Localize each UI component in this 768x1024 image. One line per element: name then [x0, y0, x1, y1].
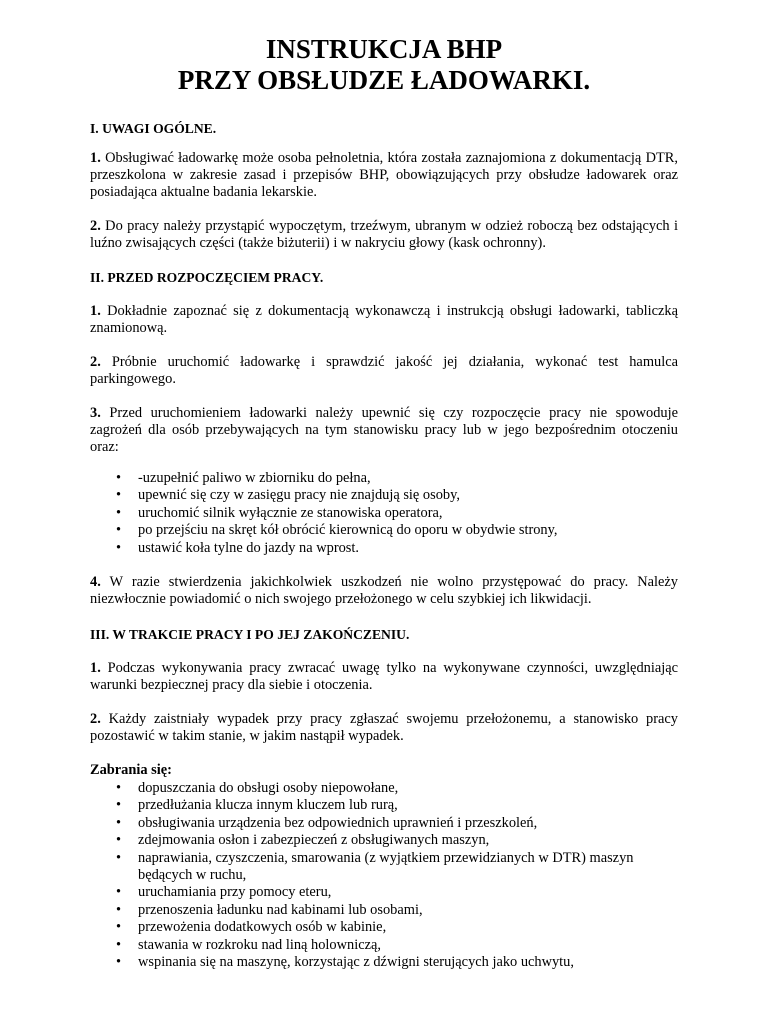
paragraph-number: 2. [90, 711, 101, 728]
bullet-icon: • [116, 954, 122, 971]
prohibitions-heading: Zabrania się: [90, 762, 172, 779]
bullet-icon: • [116, 849, 122, 866]
list-item: • dopuszczania do obsługi osoby niepowołane, [116, 780, 399, 797]
during-work-paragraph-2 [90, 711, 678, 745]
bullet-icon: • [116, 884, 122, 901]
list-item: • naprawiania, czyszczenia, smarowania (z wyjątkiem przewidzianych w DTR) maszyn będących w ruchu, [116, 849, 634, 884]
paragraph-number: 1. [90, 660, 101, 677]
before-work-paragraph-2 [90, 354, 678, 388]
bullet-icon: • [116, 919, 122, 936]
paragraph-text: Dokładnie zapoznać się z dokumentacją wykonawczą i instrukcją obsługi ładowarki, tabliczką znamionową. [90, 303, 678, 336]
list-item: • upewnić się czy w zasięgu pracy nie znajdują się osoby, [116, 487, 460, 504]
paragraph-number: 4. [90, 574, 101, 591]
before-work-paragraph-4 [90, 574, 678, 608]
list-item: • ustawić koła tylne do jazdy na wprost. [116, 539, 360, 556]
bullet-icon: • [116, 797, 122, 814]
paragraph-number: 1. [90, 303, 101, 319]
before-work-checklist [90, 470, 678, 557]
list-item: • wspinania się na maszynę, korzystając z dźwigni sterujących jako uchwytu, [116, 954, 574, 971]
paragraph-text: Podczas wykonywania pracy zwracać uwagę tylko na wykonywane czynności, uwzględniając warunki bezpiecznej pracy dla siebie i otoczenia. [90, 660, 678, 694]
list-item: • po przejściu na skręt kół obrócić kierownicą do oporu w obydwie strony, [116, 522, 558, 539]
list-item: • przewożenia dodatkowych osób w kabinie, [116, 919, 387, 936]
before-work-paragraph-1 [90, 303, 678, 337]
section-heading-during-work: III. W TRAKCIE PRACY I PO JEJ ZAKOŃCZENIU. [90, 627, 410, 643]
bullet-icon: • [116, 936, 122, 953]
section-heading-general: I. UWAGI OGÓLNE. [90, 121, 217, 136]
list-item: • -uzupełnić paliwo w zbiorniku do pełna, [116, 470, 371, 486]
bullet-icon: • [116, 522, 122, 539]
bullet-icon: • [116, 504, 122, 521]
paragraph-number: 2. [90, 218, 101, 234]
bullet-icon: • [116, 487, 122, 504]
paragraph-text: Próbnie uruchomić ładowarkę i sprawdzić jakość jej działania, wykonać test hamulca parkingowego. [90, 354, 678, 387]
paragraph-number: 3. [90, 405, 101, 421]
list-item: • stawania w rozkroku nad liną holowniczą, [116, 936, 381, 953]
title-line-2: PRZY OBSŁUDZE ŁADOWARKI. [177, 65, 591, 95]
paragraph-text: Do pracy należy przystąpić wypoczętym, trzeźwym, ubranym w odzież roboczą bez odstających i luźno zwisających części (także biżuterii) i w nakryciu głowy (kask ochronny). [90, 218, 678, 251]
general-paragraph-2 [90, 218, 678, 252]
list-item: • przenoszenia ładunku nad kabinami lub osobami, [116, 901, 423, 918]
bullet-icon: • [116, 832, 122, 849]
list-item: • obsługiwania urządzenia bez odpowiednich uprawnień i przeszkoleń, [116, 814, 538, 831]
paragraph-text: Każdy zaistniały wypadek przy pracy zgłaszać swojemu przełożonemu, a stanowisko pracy pozostawić w takim stanie, w jakim nastąpił wypadek. [90, 711, 678, 745]
paragraph-number: 1. [90, 150, 101, 166]
list-item: • przedłużania klucza innym kluczem lub rurą, [116, 797, 398, 814]
bullet-icon: • [116, 539, 122, 556]
title-line-1: INSTRUKCJA BHP [265, 34, 503, 64]
paragraph-text: Przed uruchomieniem ładowarki należy upewnić się czy rozpoczęcie pracy nie spowoduje zagrożeń dla osób przebywających na tym stanowisku pracy lub w jego bezpośrednim otoczeniu oraz: [90, 405, 678, 455]
bullet-icon: • [116, 470, 122, 486]
list-item: • uruchamiania przy pomocy eteru, [116, 884, 332, 901]
paragraph-text: Obsługiwać ładowarkę może osoba pełnoletnia, która została zaznajomiona z dokumentacją DTR, przeszkolona w zakresie zasad i przepisów BHP, obowiązujących przy obsłudze ładowarek oraz posiadająca aktualne badania lekarskie. [90, 150, 678, 200]
document-title [90, 34, 678, 96]
list-item: • zdejmowania osłon i zabezpieczeń z obsługiwanych maszyn, [116, 832, 490, 849]
paragraph-number: 2. [90, 354, 101, 370]
before-work-paragraph-3 [90, 405, 678, 456]
general-paragraph-1 [90, 150, 678, 201]
bullet-icon: • [116, 814, 122, 831]
list-item: • uruchomić silnik wyłącznie ze stanowiska operatora, [116, 504, 443, 521]
prohibitions-list [90, 780, 678, 971]
paragraph-text: W razie stwierdzenia jakichkolwiek uszkodzeń nie wolno przystępować do pracy. Należy niezwłocznie powiadomić o nich swojego przełożonego w celu szybkiej ich likwidacji. [90, 574, 678, 608]
bullet-icon: • [116, 780, 122, 797]
during-work-paragraph-1 [90, 660, 678, 694]
bullet-icon: • [116, 901, 122, 918]
section-heading-before-work: II. PRZED ROZPOCZĘCIEM PRACY. [90, 270, 324, 285]
